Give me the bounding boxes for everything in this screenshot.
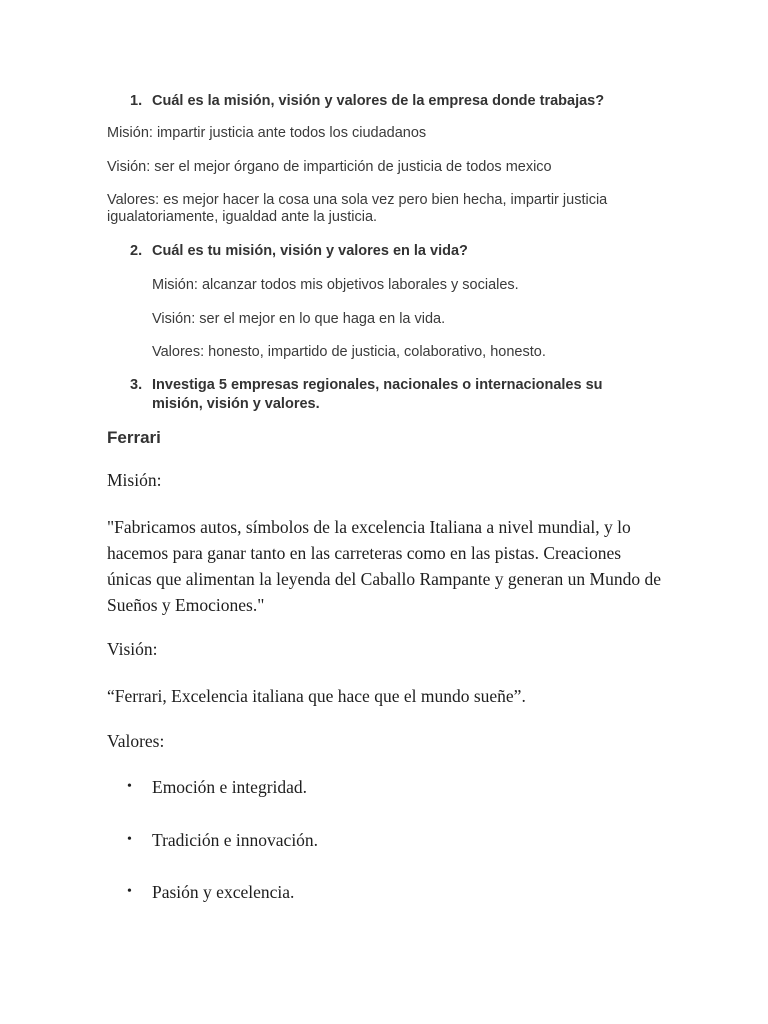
list-item-text: Emoción e integridad. (152, 777, 308, 797)
company-heading: Ferrari (107, 428, 161, 447)
bullet-icon: • (127, 884, 132, 899)
bullet-icon: • (127, 832, 132, 847)
question-number: 2. (130, 243, 143, 259)
question-number: 1. (130, 93, 143, 109)
life-vision: Visión: ser el mejor en lo que haga en la vida. (152, 311, 446, 327)
work-vision: Visión: ser el mejor órgano de impartición de justicia de todos mexico (107, 159, 552, 175)
question-text: Investiga 5 empresas regionales, nacionales o internacionales su misión, visión y valores. (152, 377, 603, 412)
work-valores: Valores: es mejor hacer la cosa una sola vez pero bien hecha, impartir justicia igualatoriamente, igualdad ante la justicia. (107, 192, 608, 225)
question-text: Cuál es la misión, visión y valores de la empresa donde trabajas? (152, 93, 605, 109)
question-text: Cuál es tu misión, visión y valores en la vida? (152, 243, 468, 259)
ferrari-mision-text: "Fabricamos autos, símbolos de la excelencia Italiana a nivel mundial, y lo hacemos para ganar tanto en las carreteras como en las pistas. Creaciones únicas que alimentan la leyenda del Caballo Rampante y generan un Mundo de Sueños y Emociones." (107, 517, 661, 615)
ferrari-vision-text: “Ferrari, Excelencia italiana que hace que el mundo sueñe”. (107, 686, 526, 706)
life-mision: Misión: alcanzar todos mis objetivos laborales y sociales. (152, 277, 519, 293)
list-item-text: Pasión y excelencia. (152, 882, 295, 902)
ferrari-valores-label: Valores: (107, 731, 165, 751)
list-item-text: Tradición e innovación. (152, 830, 319, 850)
ferrari-vision-label: Visión: (107, 639, 158, 659)
bullet-icon: • (127, 779, 132, 794)
life-valores: Valores: honesto, impartido de justicia, colaborativo, honesto. (152, 344, 546, 360)
ferrari-mision-label: Misión: (107, 470, 162, 490)
work-mision: Misión: impartir justicia ante todos los ciudadanos (107, 125, 427, 141)
question-number: 3. (130, 377, 143, 393)
